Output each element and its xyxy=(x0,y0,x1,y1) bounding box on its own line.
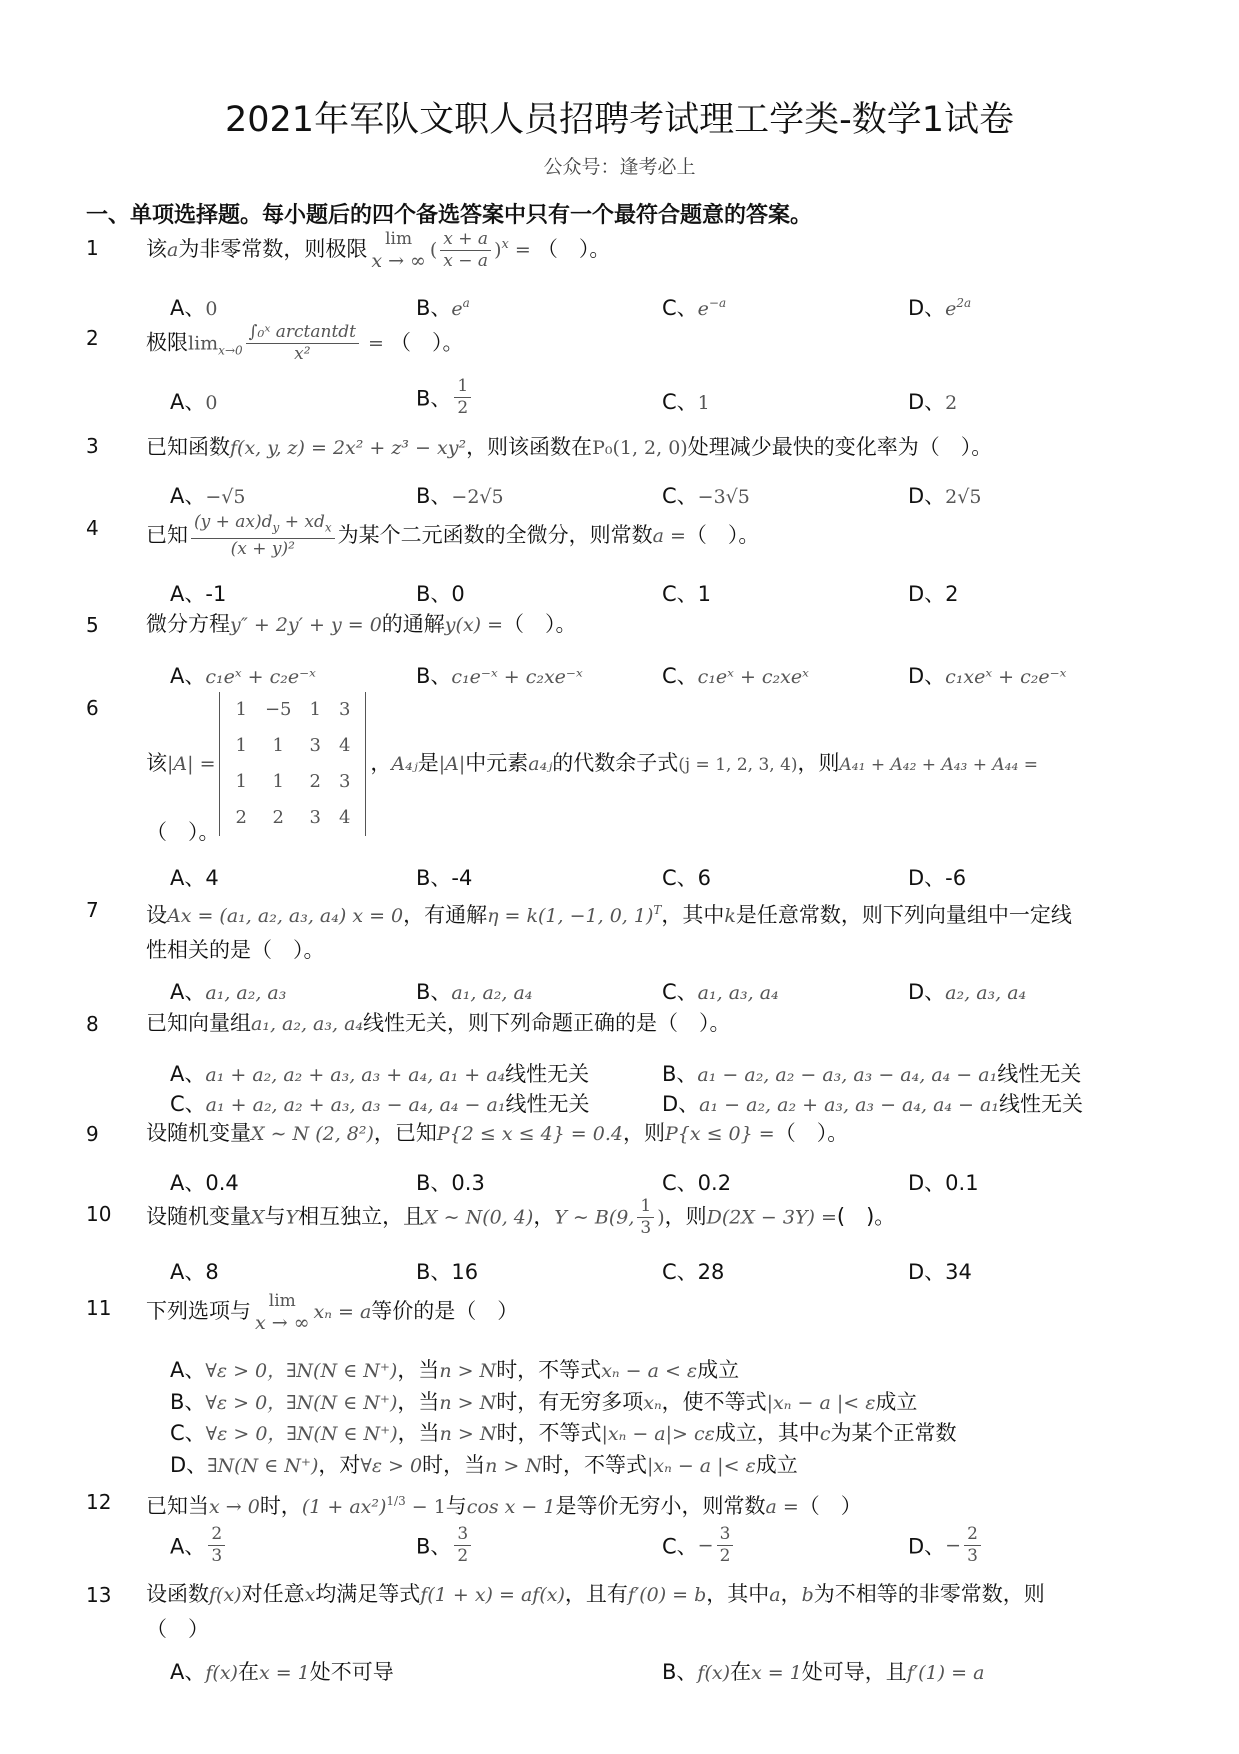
option-a[interactable]: A、a₁ + a₂, a₂ + a₃, a₃ + a₄, a₁ + a₄线性无关 xyxy=(170,1062,590,1086)
option-d[interactable]: D、a₂, a₃, a₄ xyxy=(908,980,1027,1004)
option-a[interactable]: A、8 xyxy=(170,1260,219,1284)
option-a[interactable]: A、-1 xyxy=(170,582,227,606)
fraction: $\frac{1}{2}$ xyxy=(454,376,471,419)
question-number: 4 xyxy=(86,516,99,540)
option-c[interactable]: C、1 xyxy=(662,582,712,606)
option-a[interactable]: A、 $\frac{2}{3}$ xyxy=(170,1524,228,1567)
option-b[interactable]: B、0.3 xyxy=(416,1171,485,1195)
option-d[interactable]: D、c₁xeˣ + c₂e⁻ˣ xyxy=(908,664,1067,688)
option-b[interactable]: B、−2√5 xyxy=(416,484,504,508)
question-number: 5 xyxy=(86,613,99,637)
question-text: 极限$\lim_{x\to 0}$ $\frac{\text{∫₀ˣ arctantdt}}{\text{x²}}$ = （ ）。 xyxy=(146,322,464,364)
section-heading: 一、单项选择题。每小题后的四个备选答案中只有一个最符合题意的答案。 xyxy=(86,203,813,228)
option-b[interactable]: B、f(x)在x = 1处可导，且f′(1) = a xyxy=(662,1660,985,1684)
option-d[interactable]: D、a₁ − a₂, a₂ + a₃, a₃ − a₄, a₄ − a₁线性无关 xyxy=(662,1092,1083,1116)
option-d[interactable]: D、2 xyxy=(908,390,958,414)
option-d[interactable]: D、-6 xyxy=(908,866,967,890)
fraction: $\frac{x + a}{x - a}$ xyxy=(440,229,491,272)
question-number: 9 xyxy=(86,1122,99,1146)
question-number: 13 xyxy=(86,1583,112,1607)
option-a[interactable]: A、0.4 xyxy=(170,1171,239,1195)
fraction: $\frac{3}{2}$ xyxy=(454,1524,471,1567)
option-b[interactable]: B、a₁ − a₂, a₂ − a₃, a₃ − a₄, a₄ − a₁线性无关 xyxy=(662,1062,1082,1086)
question-text: 已知 $\frac{(y + ax)d_y + xd_x}{\text{(x + y)²}}$ 为某个二元函数的全微分，则常数a =（ ）。 xyxy=(146,512,760,560)
question-text: 该a为非零常数，则极限 lim x → ∞ ( $\frac{x + a}{x - a}$ )$^x$ = （ ）。 xyxy=(146,228,611,272)
option-c[interactable]: C、28 xyxy=(662,1260,725,1284)
option-c[interactable]: C、a₁, a₃, a₄ xyxy=(662,980,779,1004)
option-b[interactable]: B、c₁e⁻ˣ + c₂xe⁻ˣ xyxy=(416,664,583,688)
page-subtitle: 公众号：逢考必上 xyxy=(543,156,696,178)
question-text: 设Ax = (a₁, a₂, a₃, a₄) x = 0，有通解η = k(1, −1, 0, 1)$^T$，其中k是任意常数，则下列向量组中一定线 性相关的是（ ）。 xyxy=(146,903,1072,962)
option-a[interactable]: A、0 xyxy=(170,296,218,320)
option-a[interactable]: A、∀ε > 0，∃N(N ∈ N⁺)，当n > N时，不等式xₙ − a < ε成立 xyxy=(170,1358,740,1382)
option-a[interactable]: A、f(x)在x = 1处不可导 xyxy=(170,1660,394,1684)
option-d[interactable]: D、34 xyxy=(908,1260,972,1284)
option-b[interactable]: B、-4 xyxy=(416,866,473,890)
option-b[interactable]: B、$e^a$ xyxy=(416,296,470,320)
option-b[interactable]: B、 $\frac{1}{2}$ xyxy=(416,376,474,419)
question-text: 微分方程y″ + 2y′ + y = 0的通解y(x) =（ ）。 xyxy=(146,612,577,636)
question-text: 该|A| = 1 −5 1 3 1 1 3 4 1 1 2 3 2 2 3 4 ，A₄ⱼ是|A|中元素a₄ⱼ的代数余子式(j = 1, 2, 3, 4)，则A₄₁ + A₄₂ + A₄₃ + A₄₄ = xyxy=(146,692,1146,836)
question-number: 11 xyxy=(86,1296,112,1320)
question-text-continued: （ ）。 xyxy=(146,820,220,844)
question-number: 10 xyxy=(86,1202,112,1226)
option-b[interactable]: B、0 xyxy=(416,582,465,606)
question-text: 已知向量组a₁, a₂, a₃, a₄线性无关，则下列命题正确的是（ ）。 xyxy=(146,1011,731,1035)
question-text: 设随机变量X与Y相互独立，且X ∼ N(0, 4)，Y ∼ B(9, $\frac{1}{3}$ )，则D(2X − 3Y) =( )。 xyxy=(146,1196,896,1238)
option-b[interactable]: B、16 xyxy=(416,1260,479,1284)
option-d[interactable]: D、$e^{2a}$ xyxy=(908,296,972,320)
option-c[interactable]: C、6 xyxy=(662,866,712,890)
option-c[interactable]: C、$e^{-a}$ xyxy=(662,296,727,320)
question-number: 12 xyxy=(86,1490,112,1514)
option-c[interactable]: C、1 xyxy=(662,390,710,414)
fraction: $\frac{2}{3}$ xyxy=(208,1524,225,1567)
option-c[interactable]: C、c₁eˣ + c₂xeˣ xyxy=(662,664,809,688)
option-b[interactable]: B、 $\frac{3}{2}$ xyxy=(416,1524,474,1567)
option-c[interactable]: C、0.2 xyxy=(662,1171,732,1195)
option-c[interactable]: C、−3√5 xyxy=(662,484,750,508)
option-d[interactable]: D、2√5 xyxy=(908,484,982,508)
page-title: 2021年军队文职人员招聘考试理工学类-数学1试卷 xyxy=(225,100,1014,140)
option-b[interactable]: B、a₁, a₂, a₄ xyxy=(416,980,533,1004)
limit-expression: lim x → ∞ xyxy=(371,229,426,272)
option-c[interactable]: C、a₁ + a₂, a₂ + a₃, a₃ − a₄, a₄ − a₁线性无关 xyxy=(170,1092,590,1116)
option-b[interactable]: B、∀ε > 0，∃N(N ∈ N⁺)，当n > N时，有无穷多项xₙ，使不等式|xₙ − a |< ε成立 xyxy=(170,1390,918,1414)
question-number: 3 xyxy=(86,434,99,458)
option-a[interactable]: A、0 xyxy=(170,390,218,414)
question-text: 已知当x → 0时，$(1 + ax^2)^{1/3} - 1$与cos x − 1是等价无穷小，则常数a =（ ） xyxy=(146,1494,862,1518)
fraction: $\frac{1}{3}$ xyxy=(637,1196,654,1239)
question-number: 8 xyxy=(86,1012,99,1036)
fraction: $\frac{2}{3}$ xyxy=(964,1524,981,1567)
option-c[interactable]: C、∀ε > 0，∃N(N ∈ N⁺)，当n > N时，不等式|xₙ − a|> cε成立，其中c为某个正常数 xyxy=(170,1421,957,1445)
question-number: 7 xyxy=(86,898,99,922)
option-d[interactable]: D、∃N(N ∈ N⁺)，对∀ε > 0时，当n > N时，不等式|xₙ − a |< ε成立 xyxy=(170,1453,798,1477)
option-d[interactable]: D、2 xyxy=(908,582,959,606)
option-a[interactable]: A、4 xyxy=(170,866,219,890)
fraction: $\frac{(y + ax)d_y + xd_x}{\text{(x + y)²}}$ xyxy=(191,512,335,560)
option-d[interactable]: D、0.1 xyxy=(908,1171,979,1195)
question-number: 6 xyxy=(86,696,99,720)
determinant-matrix: 1 −5 1 3 1 1 3 4 1 1 2 3 2 2 3 4 xyxy=(219,692,366,836)
option-c[interactable]: C、− $\frac{3}{2}$ xyxy=(662,1524,736,1567)
question-text: 已知函数f(x, y, z) = 2x² + z³ − xy²，则该函数在P₀(1, 2, 0)处理减少最快的变化率为（ ）。 xyxy=(146,435,993,459)
fraction: $\frac{\text{∫₀ˣ arctantdt}}{\text{x²}}$ xyxy=(246,322,359,365)
option-a[interactable]: A、c₁eˣ + c₂e⁻ˣ xyxy=(170,664,316,688)
question-number: 1 xyxy=(86,236,99,260)
option-a[interactable]: A、a₁, a₂, a₃ xyxy=(170,980,287,1004)
question-text: 下列选项与 lim x → ∞ xₙ = a等价的是（ ） xyxy=(146,1291,519,1334)
limit-expression: lim x → ∞ xyxy=(255,1291,310,1334)
question-number: 2 xyxy=(86,326,99,350)
question-text: 设函数f(x)对任意x均满足等式f(1 + x) = af(x)，且有f′(0) = b，其中a，b为不相等的非零常数，则 （ ） xyxy=(146,1582,1045,1641)
option-a[interactable]: A、−√5 xyxy=(170,484,246,508)
option-d[interactable]: D、− $\frac{2}{3}$ xyxy=(908,1524,984,1567)
fraction: $\frac{3}{2}$ xyxy=(717,1524,734,1567)
question-text: 设随机变量X ∼ N (2, 8²)，已知P{2 ≤ x ≤ 4} = 0.4，则P{x ≤ 0} =（ ）。 xyxy=(146,1121,849,1145)
